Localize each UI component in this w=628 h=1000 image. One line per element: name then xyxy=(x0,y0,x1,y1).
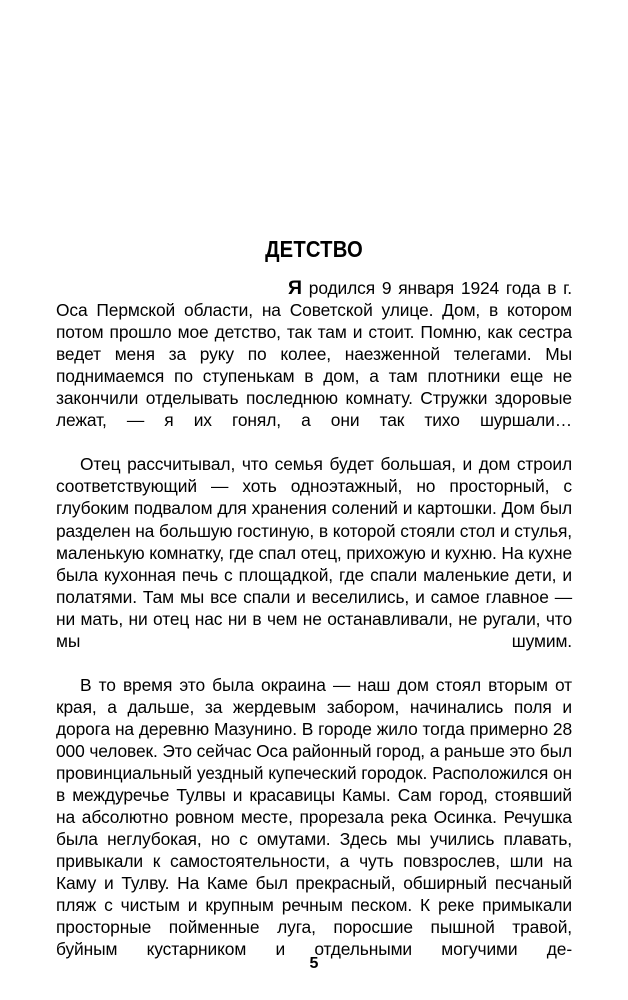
paragraph-2: Отец рассчитывал, что семья будет большая, и дом строил соответствующий — хоть одноэтажный, но просторный, с глубоким подвалом для хранения солений и картошки. Дом был разделен на большую гостиную, в которой стояли стол и стулья, маленькую комнатку, где спал отец, прихожую и кухню. На кухне была кухонная печь с площадкой, где спали маленькие дети, и полатями. Там мы все спали и веселились, и самое главное — ни мать, ни отец нас ни в чем не останавливали, не ругали, что мы шумим. xyxy=(56,454,572,651)
paragraph-1 xyxy=(56,277,572,453)
drop-cap-letter: Я xyxy=(288,277,303,299)
chapter-title: ДЕТСТВО xyxy=(265,236,363,262)
page-content-block xyxy=(56,236,572,983)
paragraph-3: В то время это была окраина — наш дом стоял вторым от края, а дальше, за жердевым забором, начинались поля и дорога на деревню Мазунино. В городе жило тогда примерно 28 000 человек. Это сейчас Оса районный город, а раньше это был провинциальный уездный купеческий городок. Расположился он в междуречье Тулвы и красавицы Камы. Сам город, стоявший на абсолютно ровном месте, прорезала река Осинка. Речушка была неглубокая, но с омутами. Здесь мы учились плавать, привыкали к самостоятельности, а чуть повзрослев, шли на Каму и Тулву. На Каме был прекрасный, обширный песчаный пляж с чистым и крупным речным песком. К реке примыкали просторные пойменные луга, поросшие пышной травой, буйным кустарником и отдельными могучими де- xyxy=(56,674,572,960)
page-number: 5 xyxy=(309,955,319,972)
paragraph-1-text: родился 9 января 1924 года в г. Оса Пермской области, на Советской улице. Дом, в котором потом прошло мое детство, так там и стоит. Помню, как сестра ведет меня за руку по колее, наезженной телегами. Мы поднимаемся по ступенькам в дом, а там плотники еще не закончили отделывать последнюю комнату. Стружки здоровые лежат, — я их гонял, а они так тихо шуршали… xyxy=(56,278,572,431)
